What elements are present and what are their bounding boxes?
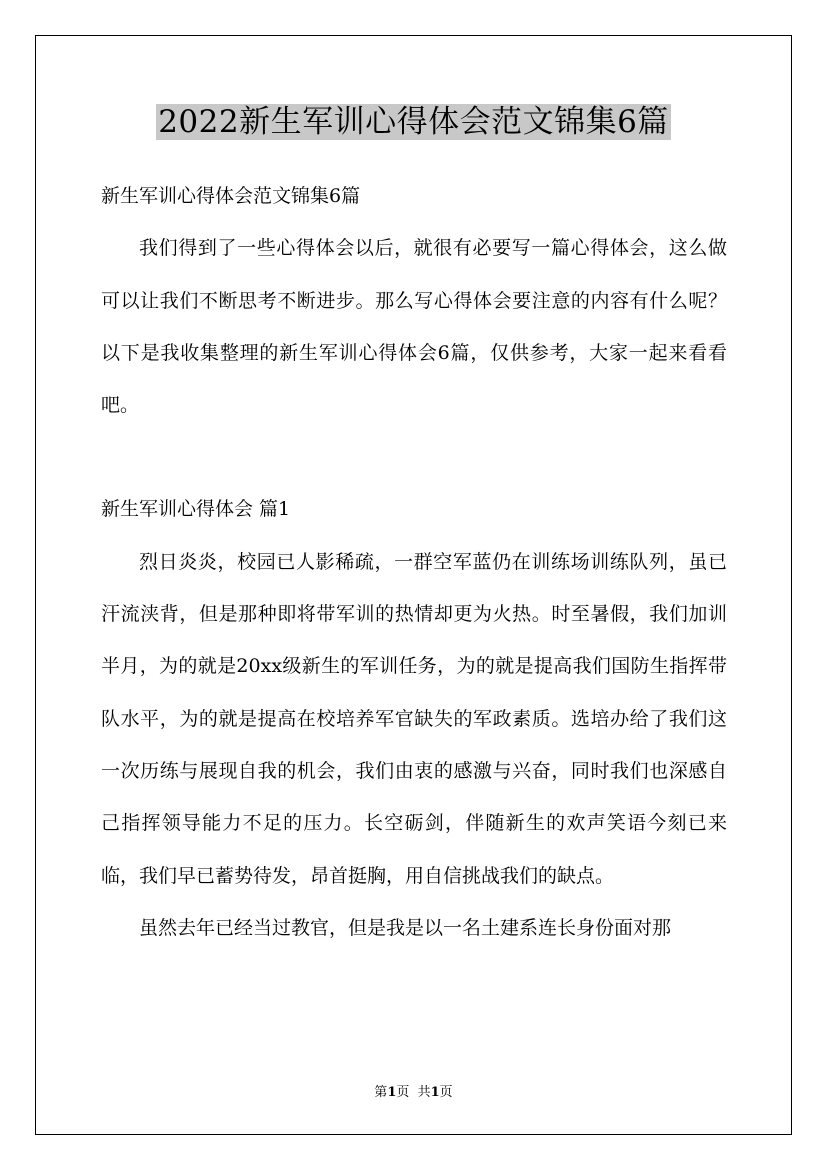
page-footer	[0, 1085, 827, 1101]
document-subtitle: 新生军训心得体会范文锦集6篇	[101, 185, 361, 207]
intro-paragraph: 我们得到了一些心得体会以后，就很有必要写一篇心得体会，这么做可以让我们不断思考不断进步。那么写心得体会要注意的内容有什么呢？以下是我收集整理的新生军训心得体会6篇，仅供参考，大家一起来看看吧。	[101, 237, 727, 417]
footer-page-suffix: 页	[439, 1085, 453, 1100]
document-body	[101, 170, 727, 954]
footer-page-number: 1	[387, 1085, 397, 1100]
section-heading: 新生军训心得体会 篇1	[101, 498, 291, 521]
paragraph-spacer	[101, 431, 727, 483]
footer-page-prefix: 第	[374, 1085, 388, 1100]
footer-page-mid: 页 共	[396, 1085, 431, 1100]
document-title	[0, 100, 827, 144]
body-paragraph-1: 烈日炎炎，校园已人影稀疏，一群空军蓝仍在训练场训练队列，虽已汗流浃背，但是那种即将带军训的热情却更为火热。时至暑假，我们加训半月，为的就是20xx级新生的军训任务，为的就是提高我们国防生指挥带队水平，为的就是提高在校培养军官缺失的军政素质。选培办给了我们这一次历练与展现自我的机会，我们由衷的感激与兴奋，同时我们也深感自己指挥领导能力不足的压力。长空砺剑，伴随新生的欢声笑语今刻已来临，我们早已蓄势待发，昂首挺胸，用自信挑战我们的缺点。	[101, 550, 727, 887]
footer-page-total: 1	[430, 1085, 440, 1100]
body-paragraph-2: 虽然去年已经当过教官，但是我是以一名土建系连长身份面对那	[139, 916, 672, 939]
document-title-text: 2022新生军训心得体会范文锦集6篇	[158, 104, 669, 140]
